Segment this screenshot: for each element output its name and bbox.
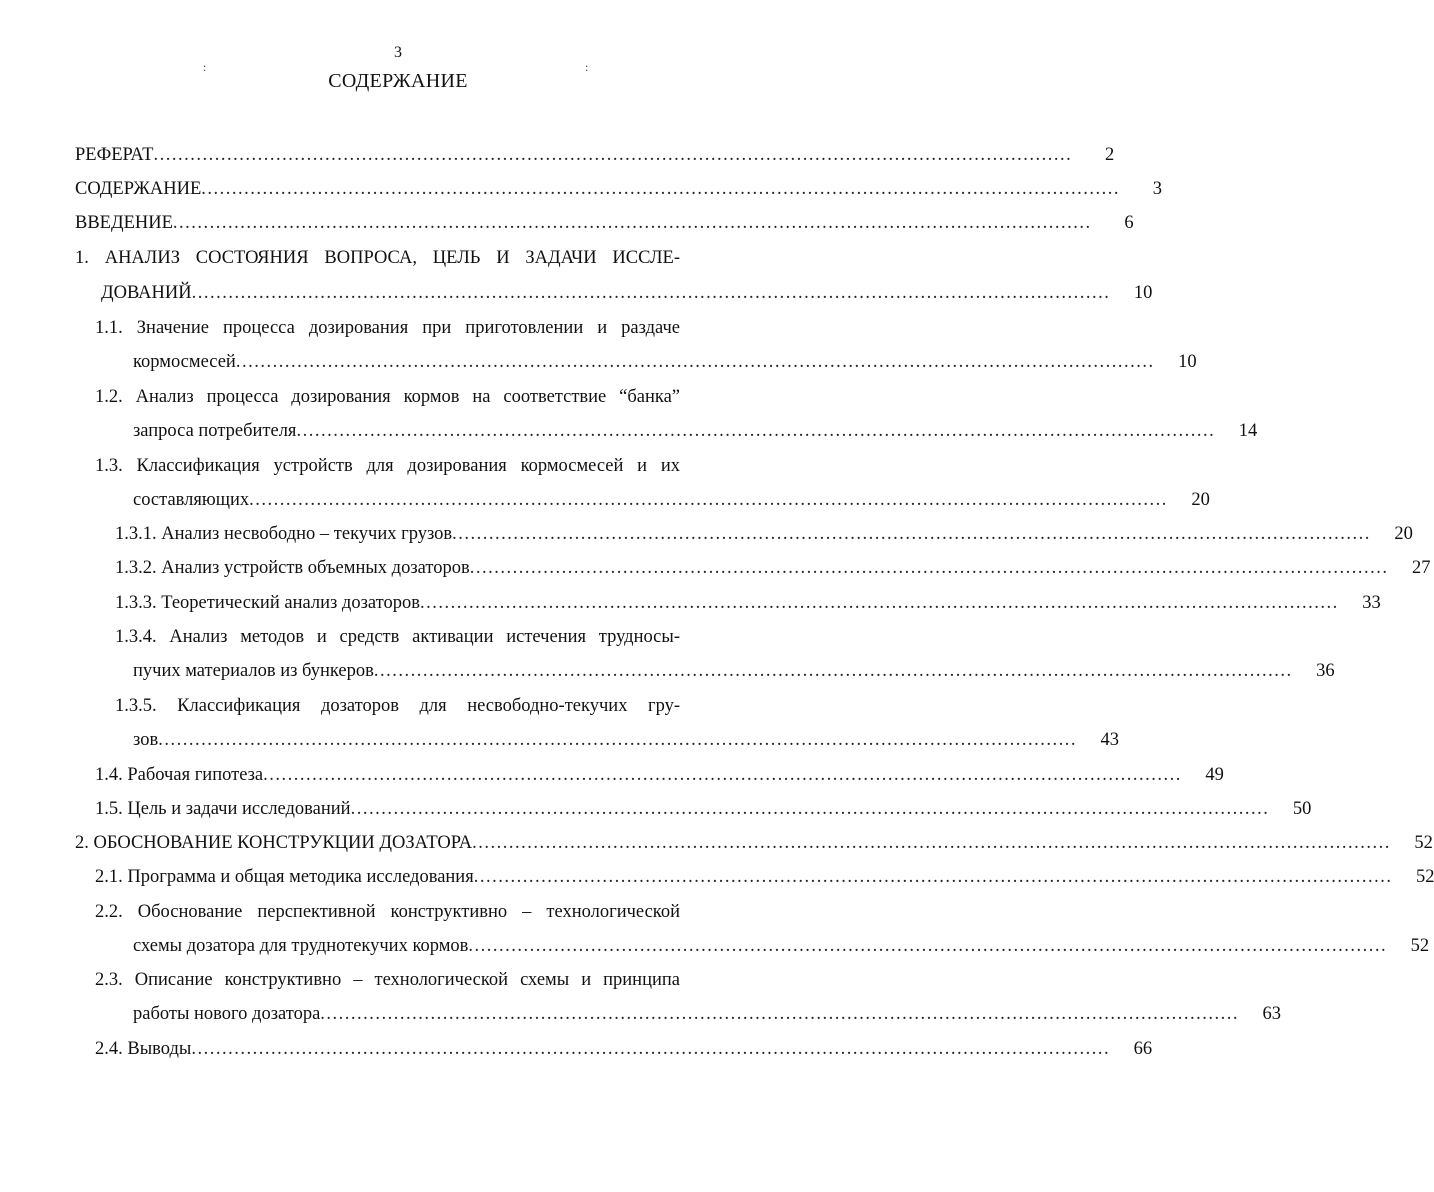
toc-page-number: 33	[1362, 593, 1381, 613]
toc-entry-2-4[interactable]	[95, 1037, 1153, 1061]
toc-leader-dots: ......................................................................................................................................................	[320, 1004, 1240, 1024]
toc-entry-1-3-5[interactable]	[133, 728, 1119, 752]
toc-entry-label: 1.5. Цель и задачи исследований	[95, 799, 351, 819]
toc-page-number: 63	[1262, 1004, 1282, 1024]
toc-entry-label: 2.2. Обоснование перспективной конструктивно – технологической	[95, 902, 680, 922]
toc-entry-chapter-1[interactable]	[101, 281, 1153, 305]
scan-speck-left: :	[203, 60, 207, 74]
toc-page-number: 50	[1292, 799, 1312, 819]
page-title: СОДЕРЖАНИЕ	[328, 70, 468, 92]
toc-leader-dots: ......................................................................................................................................................	[172, 213, 1092, 233]
toc-entry-1-3-4[interactable]	[133, 659, 1335, 683]
toc-leader-dots: ......................................................................................................................................................	[473, 867, 1393, 887]
toc-entry-label: 1.3.4. Анализ методов и средств активации истечения трудносы-	[115, 627, 680, 647]
toc-entry-introduction[interactable]	[75, 211, 1134, 235]
toc-page-number: 20	[1394, 524, 1413, 544]
toc-entry-1-3-5-line1[interactable]	[115, 694, 680, 718]
toc-entry-1-3-1[interactable]	[115, 522, 1413, 546]
toc-page-number: 20	[1191, 490, 1210, 510]
toc-page-number: 52	[1410, 936, 1430, 956]
toc-leader-dots: ......................................................................................................................................................	[249, 490, 1168, 510]
page-number: 3	[394, 44, 402, 61]
toc-leader-dots: ......................................................................................................................................................	[235, 352, 1155, 372]
toc-entry-label: работы нового дозатора	[133, 1004, 321, 1024]
toc-page-number: 2	[1104, 145, 1115, 165]
toc-page-number: 43	[1100, 730, 1119, 750]
toc-leader-dots: ......................................................................................................................................................	[201, 179, 1121, 199]
toc-entry-label: составляющих	[133, 490, 250, 510]
toc-leader-dots: ......................................................................................................................................................	[469, 558, 1389, 578]
toc-entry-label: запроса потребителя	[133, 421, 297, 441]
toc-entry-label: 2.3. Описание конструктивно – технологической схемы и принципа	[95, 970, 680, 990]
toc-page-number: 10	[1178, 352, 1197, 372]
toc-entry-1-3-4-line1[interactable]	[115, 625, 680, 649]
toc-leader-dots: ......................................................................................................................................................	[452, 524, 1371, 544]
toc-entry-label: зов	[133, 730, 159, 750]
toc-entry-1-3-2[interactable]	[115, 556, 1431, 580]
toc-entry-label: ДОВАНИЙ	[101, 283, 192, 303]
toc-entry-1-1[interactable]	[133, 350, 1197, 374]
toc-entry-label: 2.4. Выводы	[95, 1039, 192, 1059]
toc-leader-dots: ......................................................................................................................................................	[158, 730, 1077, 750]
toc-leader-dots: ......................................................................................................................................................	[350, 799, 1270, 819]
toc-entry-label: 1.3.3. Теоретический анализ дозаторов	[115, 593, 420, 613]
toc-entry-label: 2. ОБОСНОВАНИЕ КОНСТРУКЦИИ ДОЗАТОРА	[75, 833, 473, 853]
toc-page-number: 3	[1152, 179, 1163, 199]
toc-entry-1-5[interactable]	[95, 797, 1312, 821]
toc-page-number: 27	[1411, 558, 1431, 578]
toc-entry-label: 1.3.5. Классификация дозаторов для несвободно-текучих гру-	[115, 696, 680, 716]
toc-leader-dots: ......................................................................................................................................................	[468, 936, 1388, 956]
toc-entry-label: 1.1. Значение процесса дозирования при приготовлении и раздаче	[95, 318, 680, 338]
toc-page-number: 66	[1133, 1039, 1153, 1059]
toc-page-number: 52	[1414, 833, 1433, 853]
toc-entry-label: ВВЕДЕНИЕ	[75, 213, 173, 233]
toc-entry-label: РЕФЕРАТ	[75, 145, 154, 165]
toc-page-number: 6	[1124, 213, 1134, 233]
toc-entry-1-3-line1[interactable]	[95, 454, 680, 478]
toc-entry-1-3[interactable]	[133, 488, 1210, 512]
toc-entry-label: 1.2. Анализ процесса дозирования кормов на соответствие “банка”	[95, 387, 680, 407]
toc-entry-contents[interactable]	[75, 177, 1163, 201]
toc-entry-chapter-2[interactable]	[75, 831, 1433, 855]
toc-page-number: 52	[1415, 867, 1434, 887]
toc-page-number: 36	[1316, 661, 1335, 681]
toc-entry-1-2[interactable]	[133, 419, 1258, 443]
toc-leader-dots: ......................................................................................................................................................	[419, 593, 1339, 613]
toc-entry-2-2-line1[interactable]	[95, 900, 680, 924]
toc-entry-chapter-1-line1[interactable]	[75, 246, 680, 270]
toc-leader-dots: ......................................................................................................................................................	[191, 283, 1111, 303]
toc-entry-label: 1.3.1. Анализ несвободно – текучих грузов	[115, 524, 453, 544]
toc-entry-label: схемы дозатора для труднотекучих кормов	[133, 936, 469, 956]
toc-entry-label: 2.1. Программа и общая методика исследования	[95, 867, 474, 887]
toc-entry-referat[interactable]	[75, 143, 1115, 167]
toc-entry-2-3-line1[interactable]	[95, 968, 680, 992]
toc-entry-1-2-line1[interactable]	[95, 385, 680, 409]
toc-entry-2-3[interactable]	[133, 1002, 1282, 1026]
toc-leader-dots: ......................................................................................................................................................	[263, 765, 1182, 785]
toc-entry-label: кормосмесей	[133, 352, 236, 372]
toc-entry-label: 1.3. Классификация устройств для дозирования кормосмесей и их	[95, 456, 680, 476]
toc-leader-dots: ......................................................................................................................................................	[153, 145, 1073, 165]
toc-entry-label: 1. АНАЛИЗ СОСТОЯНИЯ ВОПРОСА, ЦЕЛЬ И ЗАДАЧИ ИССЛЕ-	[75, 248, 680, 268]
toc-entry-label: СОДЕРЖАНИЕ	[75, 179, 202, 199]
toc-leader-dots: ......................................................................................................................................................	[296, 421, 1216, 441]
toc-entry-1-1-line1[interactable]	[95, 316, 680, 340]
toc-leader-dots: ......................................................................................................................................................	[373, 661, 1293, 681]
toc-entry-label: пучих материалов из бункеров	[133, 661, 374, 681]
toc-page-number: 10	[1133, 283, 1153, 303]
toc-entry-label: 1.4. Рабочая гипотеза	[95, 765, 264, 785]
toc-entry-1-4[interactable]	[95, 763, 1224, 787]
toc-entry-label: 1.3.2. Анализ устройств объемных дозаторов	[115, 558, 470, 578]
toc-page-number: 14	[1238, 421, 1258, 441]
scan-speck-right: :	[585, 60, 589, 74]
toc-leader-dots: ......................................................................................................................................................	[191, 1039, 1111, 1059]
toc-entry-2-2[interactable]	[133, 934, 1430, 958]
toc-entry-2-1[interactable]	[95, 865, 1434, 889]
toc-entry-1-3-3[interactable]	[115, 591, 1381, 615]
toc-page-number: 49	[1205, 765, 1224, 785]
toc-leader-dots: ......................................................................................................................................................	[472, 833, 1391, 853]
